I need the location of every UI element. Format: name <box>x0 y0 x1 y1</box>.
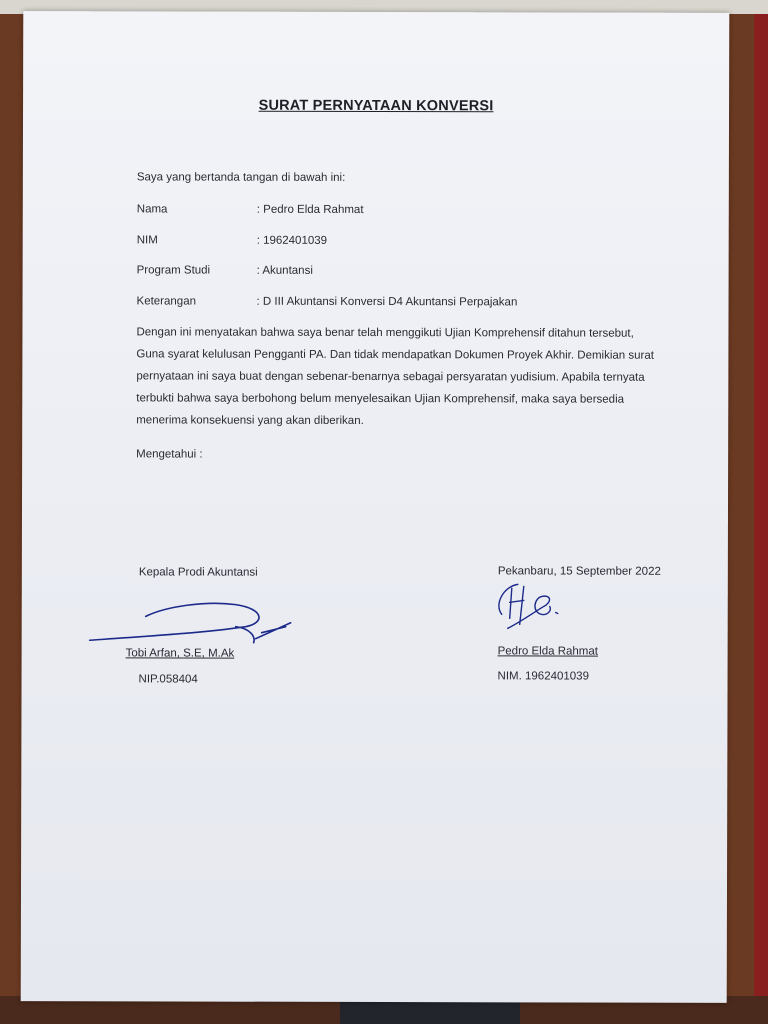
left-signatory-id: NIP.058404 <box>138 673 198 686</box>
acknowledged-label: Mengetahui : <box>136 448 203 461</box>
field-label-nim: NIM <box>136 234 158 247</box>
statement-line: Dengan ini menyatakan bahwa saya benar telah menggikuti Ujian Komprehensif ditahun tersebut, <box>136 326 634 340</box>
right-signatory-id: NIM. 1962401039 <box>497 670 590 683</box>
background-edge <box>754 14 768 1014</box>
intro-text: Saya yang bertanda tangan di bawah ini: <box>136 171 346 184</box>
statement-line: Guna syarat kelulusan Pengganti PA. Dan tidak mendapatkan Dokumen Proyek Akhir. Demikian surat <box>136 348 654 362</box>
field-label-nama: Nama <box>136 203 168 216</box>
field-value-nim: : 1962401039 <box>256 234 328 247</box>
statement-paragraph <box>136 321 656 432</box>
field-value-keterangan: : D III Akuntansi Konversi D4 Akuntansi Perpajakan <box>256 295 518 309</box>
statement-line: terbukti bahwa saya berbohong belum menyelesaikan Ujian Komprehensif, maka saya bersedia <box>136 392 625 406</box>
left-signature-icon <box>86 596 296 647</box>
right-signature-icon <box>490 578 590 634</box>
statement-line: pernyataan ini saya buat dengan sebenar-benarnya sebagai persyaratan yudisium. Apabila ternyata <box>136 370 645 384</box>
left-signatory-role: Kepala Prodi Akuntansi <box>138 566 258 579</box>
field-value-program-studi: : Akuntansi <box>256 264 313 277</box>
statement-line: menerima konsekuensi yang akan diberikan. <box>136 414 364 427</box>
right-signatory-place-date: Pekanbaru, 15 September 2022 <box>497 565 661 578</box>
document-title: SURAT PERNYATAAN KONVERSI <box>258 97 494 115</box>
left-signatory-name: Tobi Arfan, S.E, M.Ak <box>125 647 235 660</box>
field-value-nama: : Pedro Elda Rahmat <box>256 203 364 216</box>
right-signatory-name: Pedro Elda Rahmat <box>497 645 599 658</box>
background-cloth <box>340 1000 520 1024</box>
document-page <box>21 11 730 1003</box>
field-label-program-studi: Program Studi <box>136 264 211 277</box>
field-label-keterangan: Keterangan <box>136 295 197 308</box>
